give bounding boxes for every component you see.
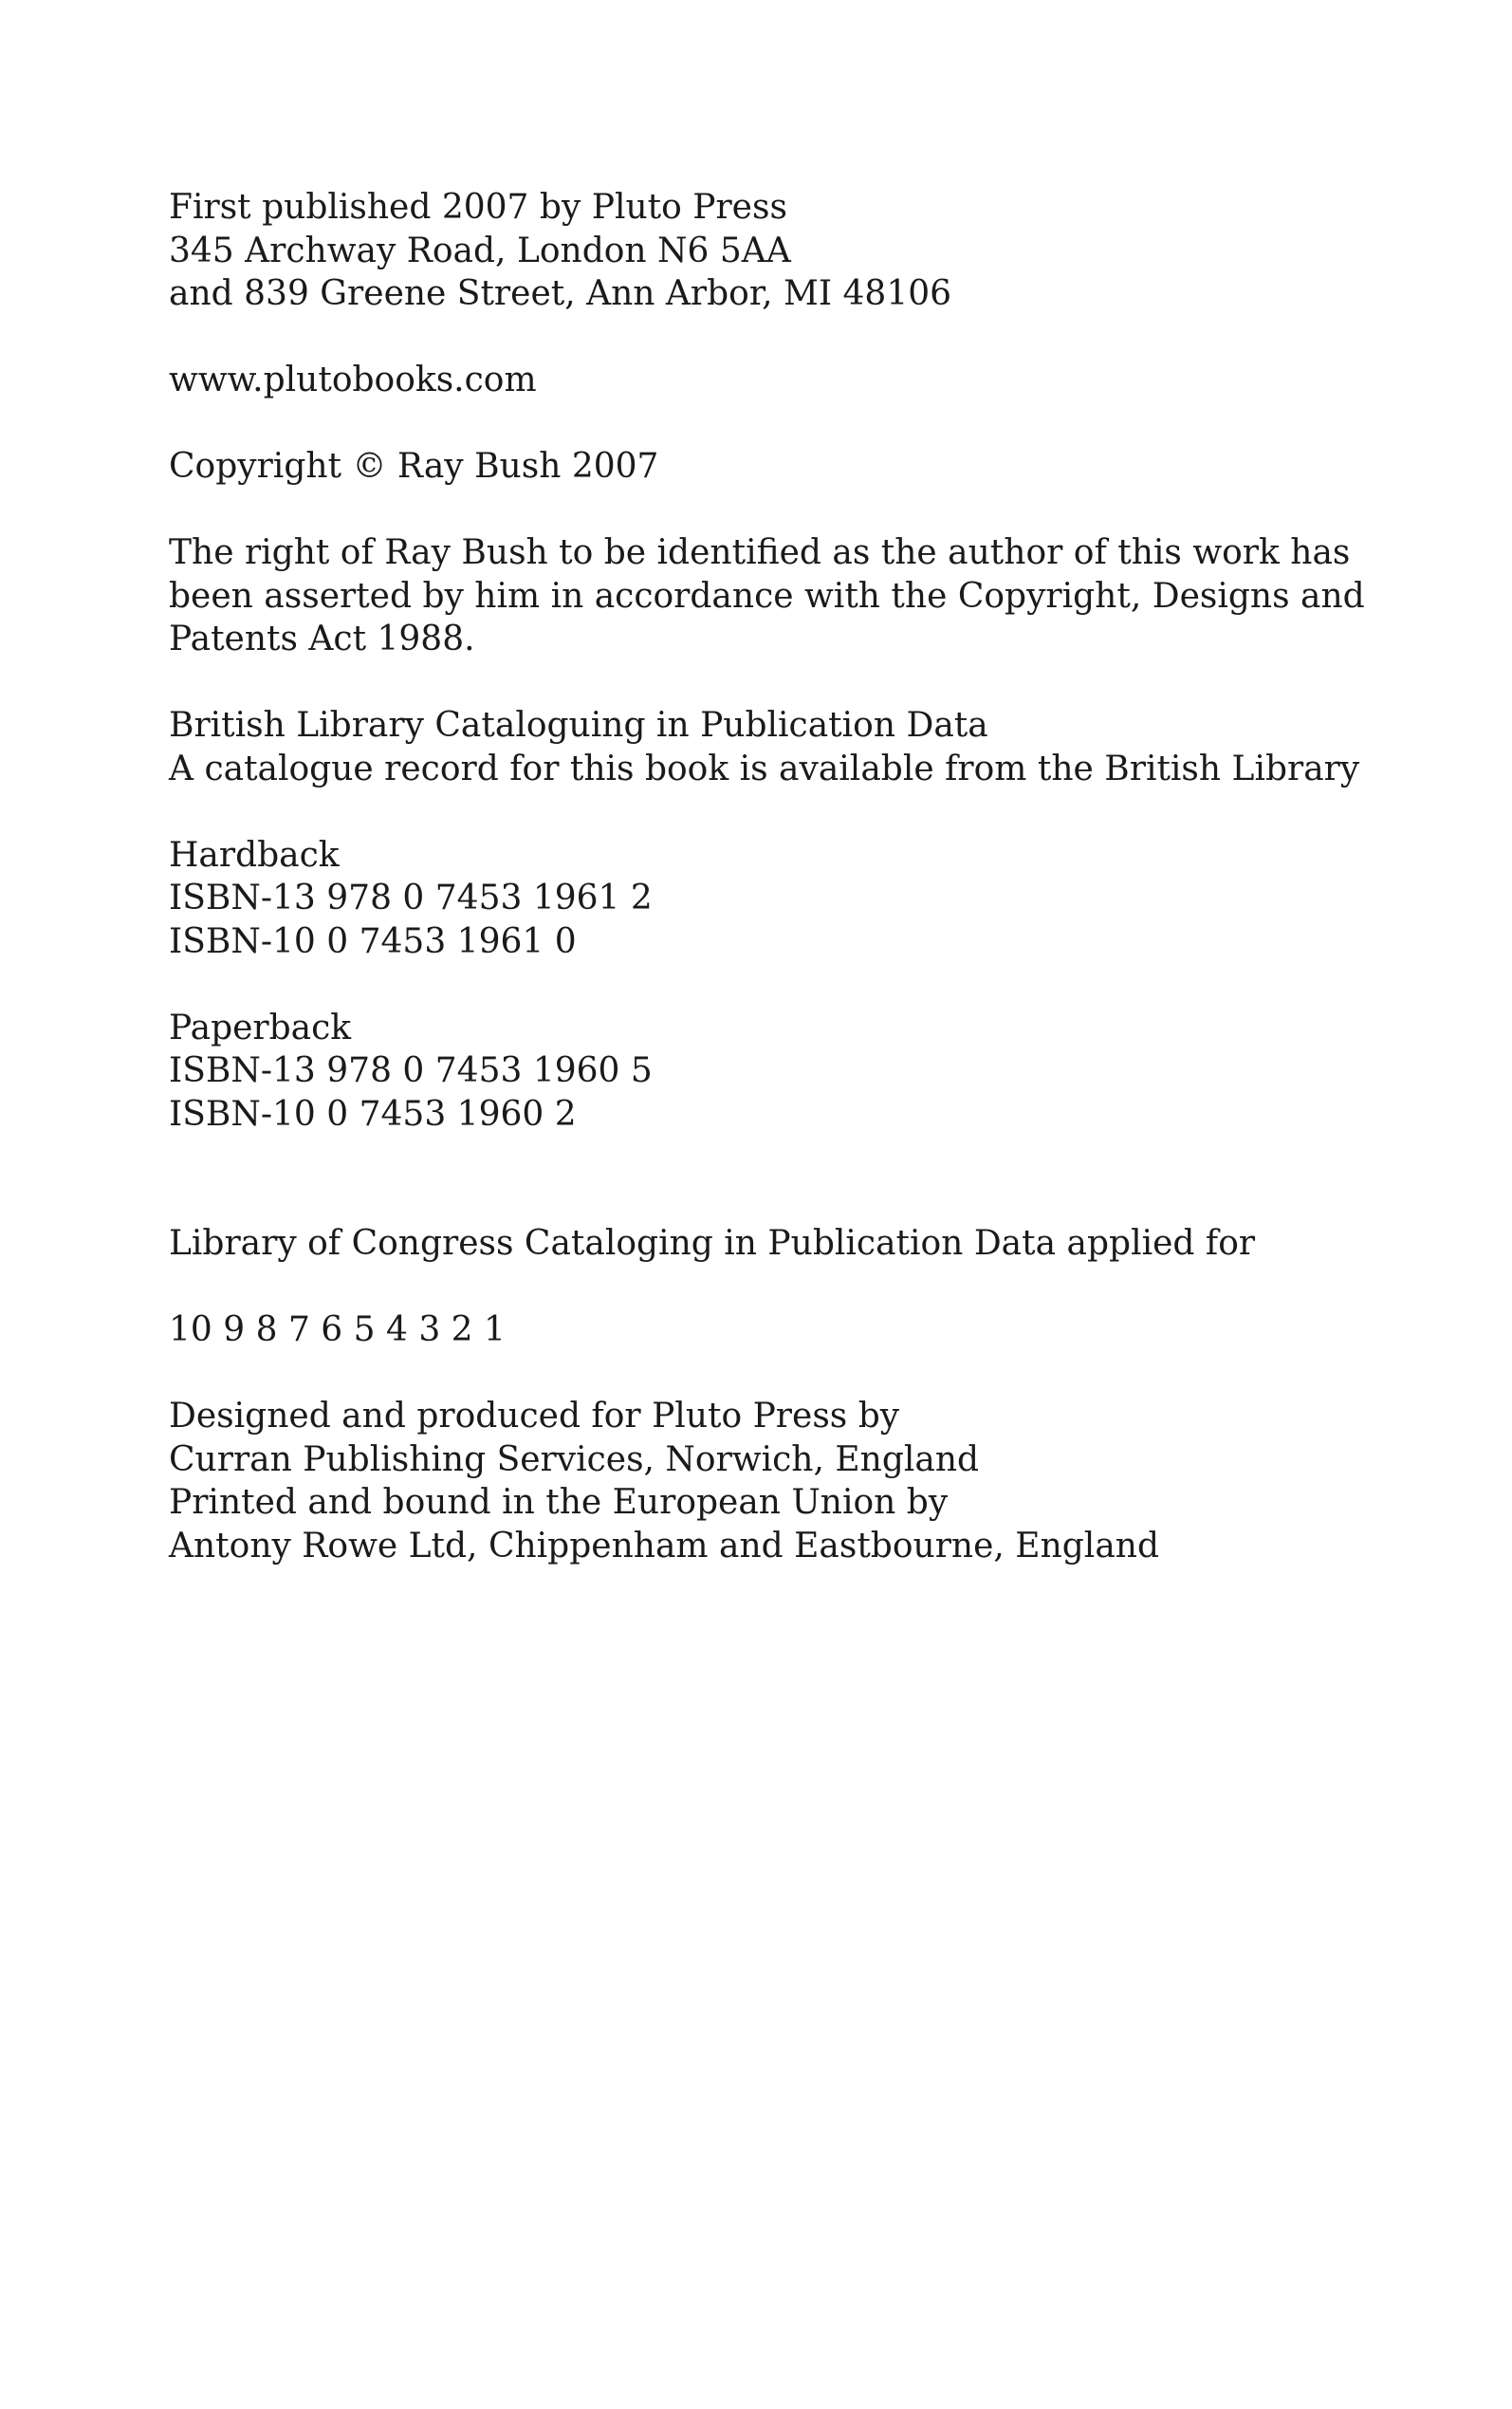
moral-rights-line: been asserted by him in accordance with the Copyright, Designs and [169, 576, 1365, 616]
publisher-address-uk: 345 Archway Road, London N6 5AA [169, 231, 791, 270]
british-library-block [169, 704, 1402, 790]
british-library-heading: British Library Cataloguing in Publication Data [169, 706, 988, 745]
moral-rights-block [169, 531, 1402, 661]
print-line-block [169, 1308, 1402, 1352]
print-line: 10 9 8 7 6 5 4 3 2 1 [169, 1310, 506, 1349]
production-line: Curran Publishing Services, Norwich, England [169, 1439, 980, 1479]
production-line: Antony Rowe Ltd, Chippenham and Eastbourne, England [169, 1526, 1160, 1566]
british-library-text: A catalogue record for this book is available from the British Library [169, 749, 1360, 788]
paperback-isbn13: ISBN-13 978 0 7453 1960 5 [169, 1051, 653, 1090]
library-of-congress-block [169, 1222, 1402, 1266]
copyright-page [169, 186, 1402, 1611]
copyright-notice: Copyright © Ray Bush 2007 [169, 447, 659, 486]
website-block [169, 359, 1402, 402]
production-block [169, 1395, 1402, 1567]
hardback-isbn10: ISBN-10 0 7453 1961 0 [169, 921, 577, 961]
production-line: Printed and bound in the European Union by [169, 1483, 949, 1522]
copyright-block [169, 445, 1402, 489]
library-of-congress-text: Library of Congress Cataloging in Publication Data applied for [169, 1224, 1256, 1263]
hardback-label: Hardback [169, 835, 340, 875]
hardback-block [169, 834, 1402, 964]
first-published-line: First published 2007 by Pluto Press [169, 188, 787, 227]
moral-rights-line: The right of Ray Bush to be identified as the author of this work has [169, 533, 1351, 572]
paperback-block [169, 1007, 1402, 1137]
website-link: www.plutobooks.com [169, 361, 537, 399]
publisher-block [169, 186, 1402, 316]
paperback-label: Paperback [169, 1008, 352, 1047]
hardback-isbn13: ISBN-13 978 0 7453 1961 2 [169, 879, 653, 917]
publisher-address-us: and 839 Greene Street, Ann Arbor, MI 48106 [169, 274, 952, 313]
production-line: Designed and produced for Pluto Press by [169, 1397, 900, 1436]
moral-rights-line: Patents Act 1988. [169, 620, 475, 658]
paperback-isbn10: ISBN-10 0 7453 1960 2 [169, 1094, 577, 1134]
